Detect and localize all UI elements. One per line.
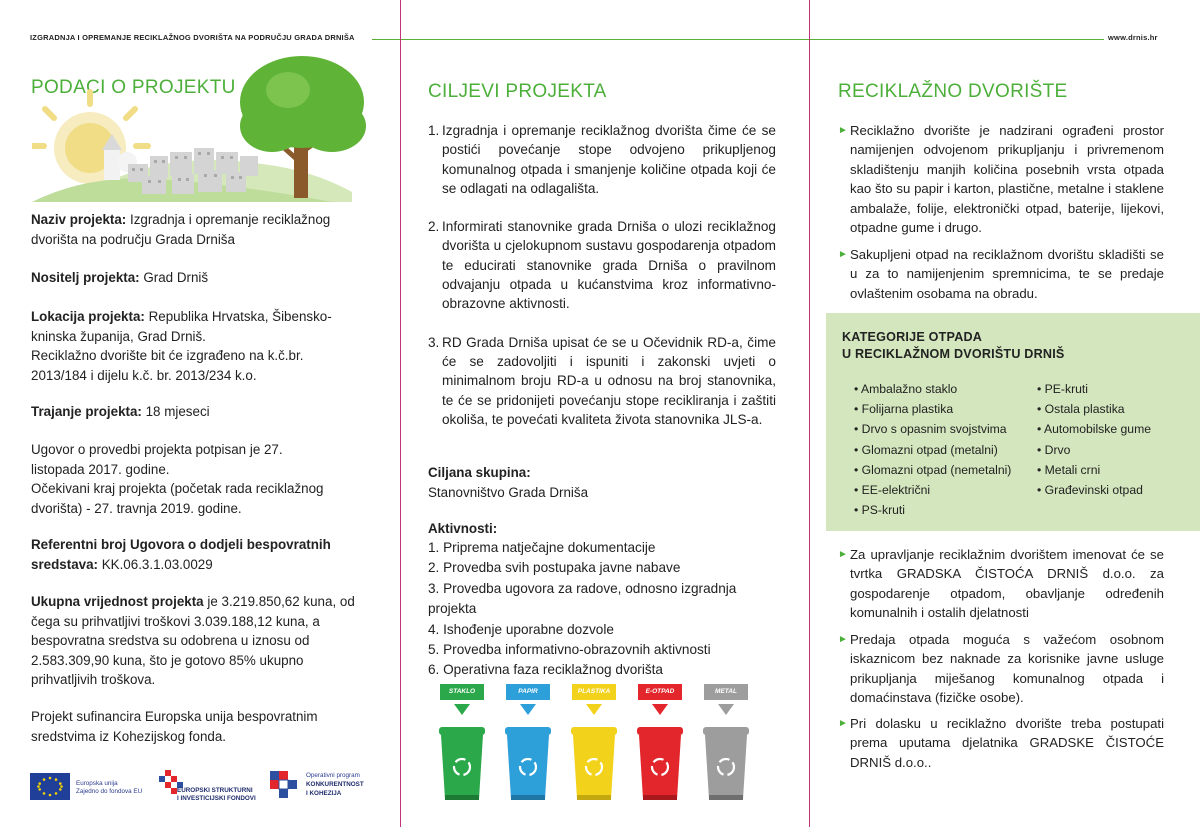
header-title: IZGRADNJA I OPREMANJE RECIKLAŽNOG DVORIŠTA NA PODRUČJU GRADA DRNIŠA xyxy=(30,33,355,42)
funding-logos xyxy=(30,770,370,804)
header-divider xyxy=(372,39,1104,40)
goal-item: 3. RD Grada Drniša upisat će se u Očevidnik RD-a, čime će se zadovoljiti i ispuniti i zakonski uvjeti o minimalnom broju RD-a u odnosu na broj stanovnika, te će se pridonijeti povećanju stope recikliranja i zaštiti okoliša, te povećati kvaliteta života stanovnika JLS-a. xyxy=(428,334,776,427)
kategorija-item: • EE-električni xyxy=(854,483,931,498)
kategorija-item: • Ambalažno staklo xyxy=(854,382,958,396)
aktivnost-item: 3. Provedba ugovora za radove, odnosno izgradnja projekta xyxy=(428,580,737,617)
kategorija-item: • Automobilske gume xyxy=(1037,422,1152,437)
kategorija-item: • Ostala plastika xyxy=(1037,402,1125,417)
bullet-arrow-icon: ► xyxy=(838,125,848,136)
town-tree-illustration xyxy=(32,52,378,202)
bullet-arrow-icon: ► xyxy=(838,549,848,560)
recycle-bin-icon xyxy=(503,717,553,803)
outro-bullet: ► Pri dolasku u reciklažno dvorište treba postupati prema uputama djelatnika GRADSKE ČISTOĆE DRNIŠ d.o.o.. xyxy=(838,714,1164,772)
heading-reciklazno-dvoriste: RECIKLAŽNO DVORIŠTE xyxy=(838,81,1068,102)
aktivnost-item: 2. Provedba svih postupaka javne nabave xyxy=(428,560,681,576)
ukupna-vrijednost: Ukupna vrijednost projekta je 3.219.850,62 kuna, od čega su prihvatljivi troškovi 3.039.188,12 kuna, a bespovratna sredstva su odobrena u iznosu od 2.583.309,90 kuna, što je gotovo 85% ukupno prihvatljivih troškova. xyxy=(31,594,355,687)
bin-label: E-OTPAD xyxy=(638,684,682,700)
bin-e-otpad xyxy=(635,684,685,803)
kategorija-item: • Drvo xyxy=(1037,442,1071,457)
op-logo-text-1: Operativni program xyxy=(306,772,360,779)
bin-label: METAL xyxy=(704,684,748,700)
bin-label: PAPIR xyxy=(506,684,550,700)
ciljana-skupina-value: Stanovništvo Grada Drniša xyxy=(428,485,589,500)
goal-item: 2. Informirati stanovnike grada Drniša o ulozi reciklažnog dvorišta u cjelokupnom sustavu gospodarenja otpadom te educirati stanovnike grada Drniša o pravilnom odvajanju otpada u kućanstvima kroz informativno-obrazovne aktivnosti. xyxy=(428,219,776,312)
bin-label: PLASTIKA xyxy=(572,684,616,700)
op-logo-text-3: I KOHEZIJA xyxy=(306,790,342,797)
recycle-bin-icon xyxy=(635,717,685,803)
bullet-arrow-icon: ► xyxy=(838,249,848,260)
eu-logo-text-1: Europska unija xyxy=(76,780,118,787)
outro-bullet: ► Predaja otpada moguća s važećom osobnom iskaznicom bez naknade za korisnike javne usluge prikupljanja miješanog komunalnog otpada i domaćinstava (fizičke osobe). xyxy=(838,630,1164,708)
aktivnost-item: 6. Operativna faza reciklažnog dvorišta xyxy=(428,662,663,678)
aktivnost-item: 5. Provedba informativno-obrazovnih aktivnosti xyxy=(428,642,711,658)
sufinanciranje: Projekt sufinancira Europska unija bespovratnim sredstvima iz Kohezijskog fonda. xyxy=(31,709,318,744)
heading-ciljevi-projekta: CILJEVI PROJEKTA xyxy=(428,81,607,102)
bin-label: STAKLO xyxy=(440,684,484,700)
recycle-bin-icon xyxy=(569,717,619,803)
recycle-bin-icon xyxy=(701,717,751,803)
recycle-bin-icon xyxy=(437,717,487,803)
bullet-arrow-icon: ► xyxy=(838,634,848,645)
aktivnosti-label: Aktivnosti: xyxy=(428,521,498,536)
ocekivani-kraj: Očekivani kraj projekta (početak rada reciklažnog dvorišta) - 27. travnja 2019. godine. xyxy=(31,481,324,516)
down-arrow-icon xyxy=(454,704,470,715)
down-arrow-icon xyxy=(586,704,602,715)
down-arrow-icon xyxy=(520,704,536,715)
lokacija-projekta: Lokacija projekta: Republika Hrvatska, Šibensko-kninska županija, Grad Drniš. xyxy=(31,309,332,344)
bin-staklo xyxy=(437,684,487,803)
kategorije-left-list xyxy=(854,379,1011,520)
intro-bullet: ► Sakupljeni otpad na reciklažnom dvorištu skladišti se u za to namijenjenim spremnicima, te se predaje ovlaštenim osobama na obradu. xyxy=(838,245,1164,303)
lokacija-detalji: Reciklažno dvorište bit će izgrađeno na k.č.br. 2013/184 i dijelu k.č. br. 2013/234 k.o. xyxy=(31,348,304,383)
kategorija-item: • Glomazni otpad (nemetalni) xyxy=(854,462,1012,477)
op-logo-text-2: KONKURENTNOST xyxy=(306,781,364,788)
goals-list xyxy=(428,121,776,429)
down-arrow-icon xyxy=(652,704,668,715)
heading-podaci-o-projektu: PODACI O PROJEKTU xyxy=(31,77,236,98)
eu-logo-text-2: Zajedno do fondova EU xyxy=(76,788,143,795)
down-arrow-icon xyxy=(718,704,734,715)
header-website: www.drnis.hr xyxy=(1108,33,1158,42)
ugovor-potpisan: Ugovor o provedbi projekta potpisan je 27. listopada 2017. godine. xyxy=(31,442,283,477)
esif-logo-text-2: I INVESTICIJSKI FONDOVI xyxy=(177,795,256,802)
trajanje-projekta: Trajanje projekta: 18 mjeseci xyxy=(31,404,210,419)
kategorije-title: KATEGORIJE OTPADA U RECIKLAŽNOM DVORIŠTU DRNIŠ xyxy=(842,330,1065,361)
eu-flag-icon xyxy=(30,773,70,800)
kategorije-otpada-box xyxy=(826,313,1200,531)
kategorija-item: • PS-kruti xyxy=(854,503,905,518)
kategorija-item: • Građevinski otpad xyxy=(1037,483,1143,498)
op-konkurentnost-logo-icon xyxy=(270,771,300,801)
kategorija-item: • Folijarna plastika xyxy=(854,402,954,417)
aktivnost-item: 1. Priprema natječajne dokumentacije xyxy=(428,540,656,555)
naziv-projekta: Naziv projekta: Izgradnja i opremanje reciklažnog dvorišta na području Grada Drniša xyxy=(31,212,331,247)
fold-line-left xyxy=(400,0,401,827)
bullet-arrow-icon: ► xyxy=(838,718,848,729)
recycling-bins xyxy=(437,684,757,804)
outro-bullet: ► Za upravljanje reciklažnim dvorištem imenovat će se tvrtka GRADSKA ČISTOĆA DRNIŠ d.o.o. za gospodarenje otpadom, obavljanje određenih komunalnih i ostalih djelatnosti xyxy=(838,545,1164,623)
fold-line-right xyxy=(809,0,810,827)
nositelj-projekta: Nositelj projekta: Grad Drniš xyxy=(31,270,209,285)
bin-papir xyxy=(503,684,553,803)
kategorija-item: • Drvo s opasnim svojstvima xyxy=(854,422,1007,437)
aktivnosti-list xyxy=(428,538,788,681)
bin-plastika xyxy=(569,684,619,803)
kategorija-item: • Glomazni otpad (metalni) xyxy=(854,442,998,457)
kategorije-right-list xyxy=(1037,379,1151,500)
bin-metal xyxy=(701,684,751,803)
ciljana-skupina-label: Ciljana skupina: xyxy=(428,465,531,480)
goal-item: 1. Izgradnja i opremanje reciklažnog dvorišta čime će se postići povećanje stope odvojeno prikupljenog komunalnog otpada i smanjenje količine otpada koji će se odlagati na odlagališta. xyxy=(428,123,776,196)
referentni-broj: Referentni broj Ugovora o dodjeli bespovratnih sredstava: KK.06.3.1.03.0029 xyxy=(31,537,331,572)
aktivnost-item: 4. Ishođenje uporabne dozvole xyxy=(428,621,614,637)
kategorija-item: • PE-kruti xyxy=(1037,382,1088,396)
esif-logo-text-1: EUROPSKI STRUKTURNI xyxy=(177,787,253,794)
intro-bullet: ► Reciklažno dvorište je nadzirani ograđeni prostor namijenjen odvojenom prikupljanju i privremenom skladištenju manjih količina posebnih vrsta otpada kao što su papir i karton, plastične, metalne i staklene ambalaže, folije, elektronički otpad, baterije, lijekovi, otpadne gume i drugo. xyxy=(838,121,1164,237)
kategorija-item: • Metali crni xyxy=(1037,462,1101,477)
